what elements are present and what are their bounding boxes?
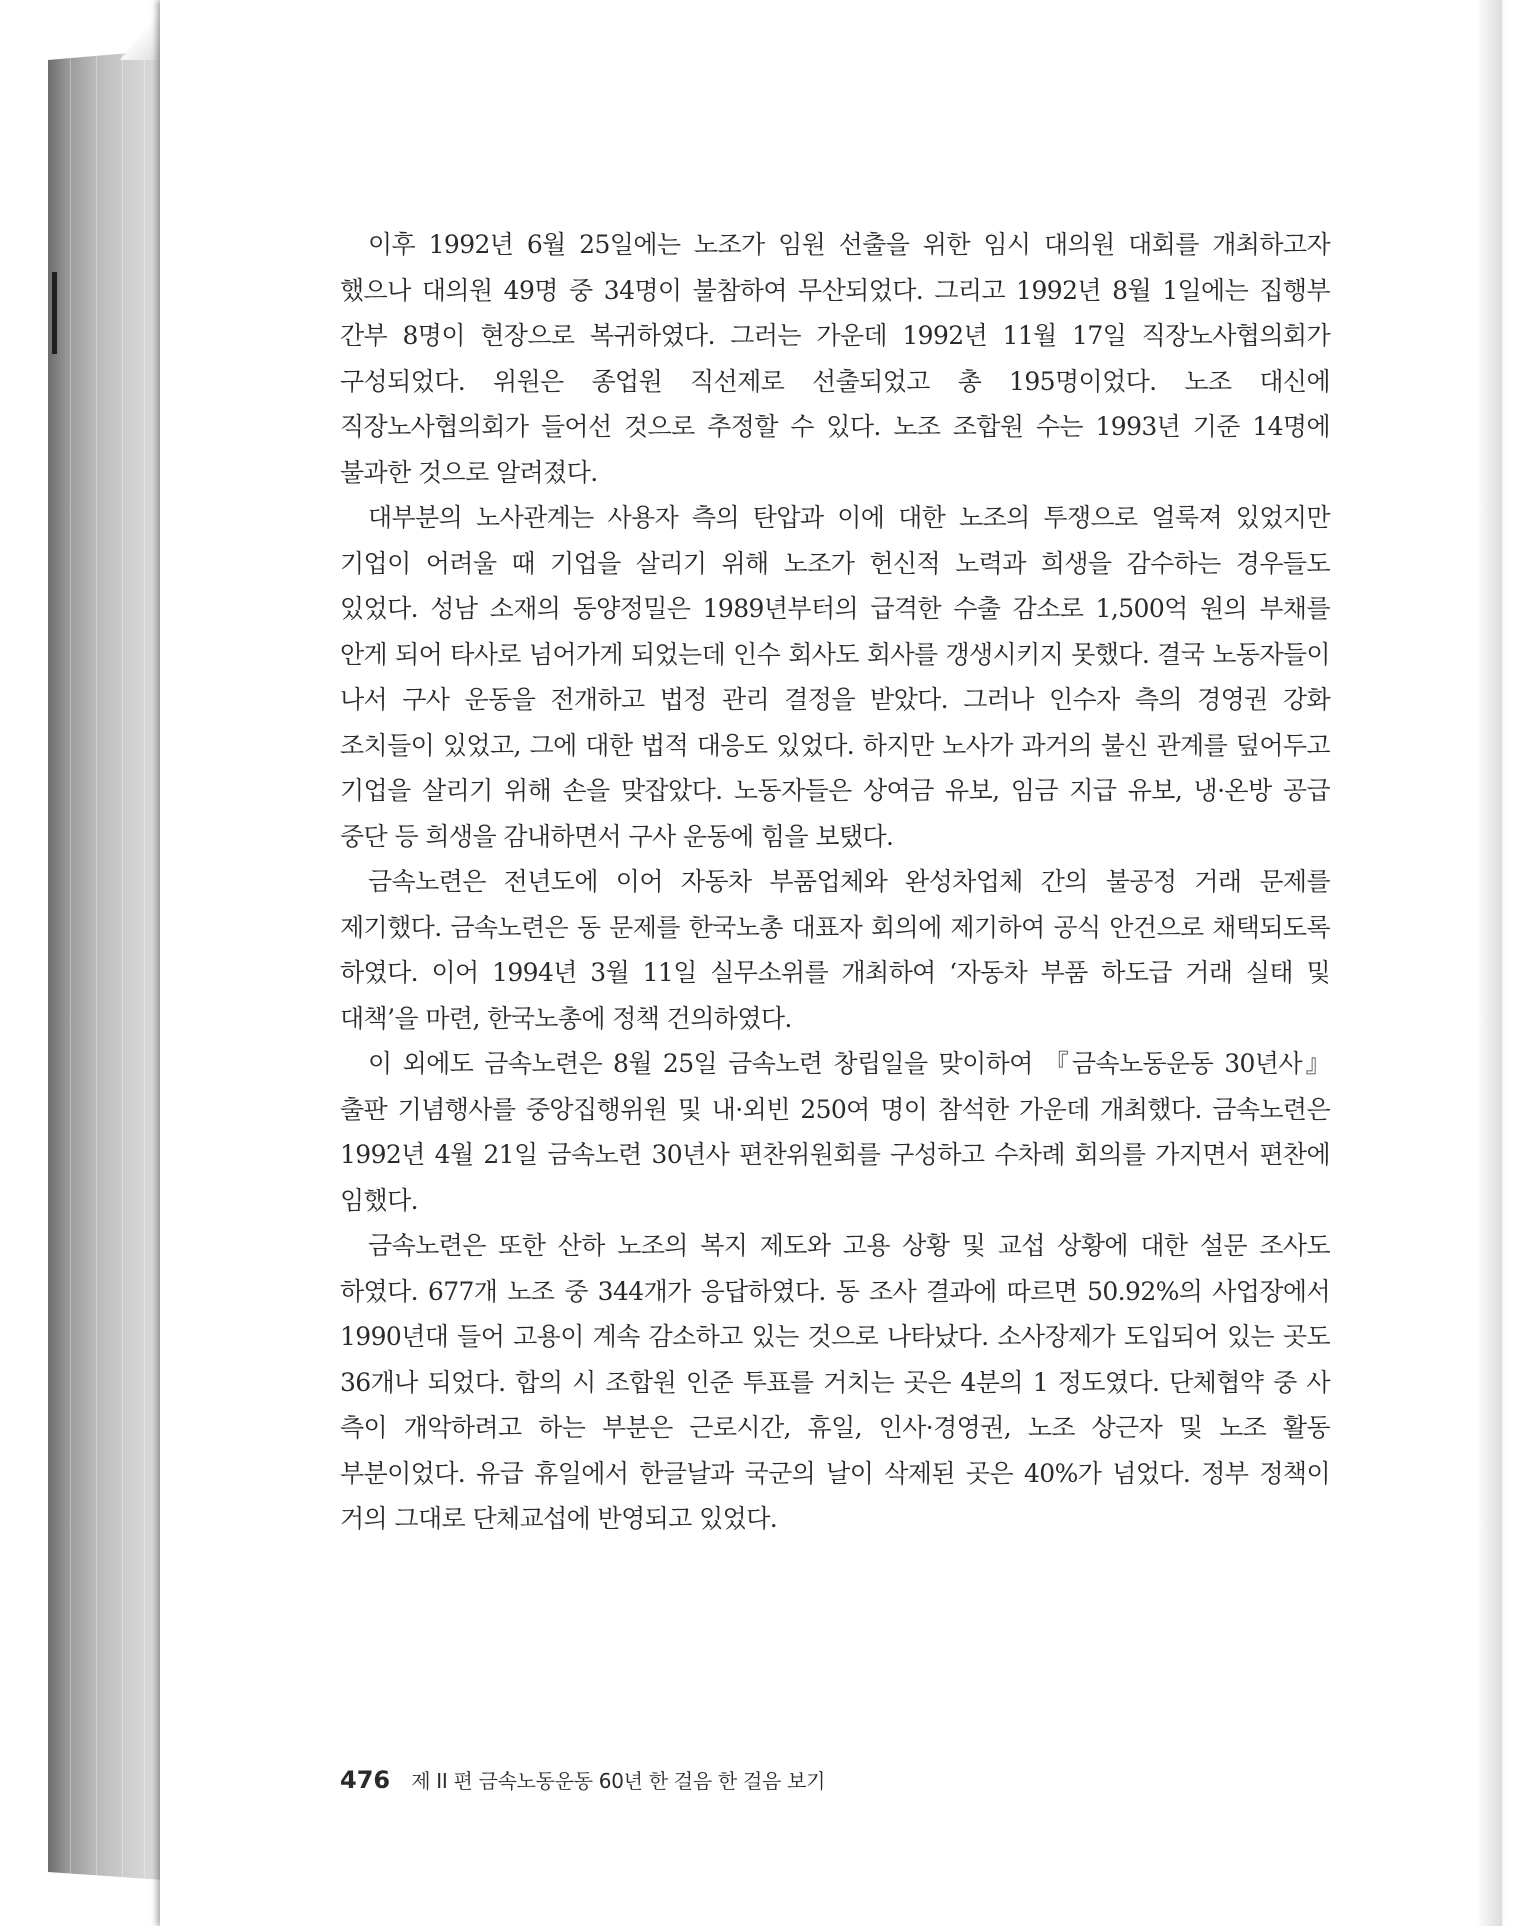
page-number: 476 <box>340 1766 391 1794</box>
paragraph-4: 이 외에도 금속노련은 8월 25일 금속노련 창립일을 맞이하여 『금속노동운동 30년사』 출판 기념행사를 중앙집행위원 및 내·외빈 250여 명이 참석한 가운데 개최했다. 금속노련은 1992년 4월 21일 금속노련 30년사 편찬위원회를 구성하고 수차례 회의를 가지면서 편찬에 임했다. <box>340 1049 1330 1215</box>
bookmark-tab <box>52 272 57 354</box>
paragraph-2: 대부분의 노사관계는 사용자 측의 탄압과 이에 대한 노조의 투쟁으로 얼룩져 있었지만 기업이 어려울 때 기업을 살리기 위해 노조가 헌신적 노력과 희생을 감수하는 경우들도 있었다. 성남 소재의 동양정밀은 1989년부터의 급격한 수출 감소로 1,500억 원의 부채를 안게 되어 타사로 넘어가게 되었는데 인수 회사도 회사를 갱생시키지 못했다. 결국 노동자들이 나서 구사 운동을 전개하고 법정 관리 결정을 받았다. 그러나 인수자 측의 경영권 강화 조치들이 있었고, 그에 대한 법적 대응도 있었다. 하지만 노사가 과거의 불신 관계를 덮어두고 기업을 살리기 위해 손을 맞잡았다. 노동자들은 상여금 유보, 임금 지급 유보, 냉·온방 공급 중단 등 희생을 감내하면서 구사 운동에 힘을 보탰다. <box>340 503 1330 851</box>
book-page-edge <box>48 50 164 1880</box>
paragraph-5: 금속노련은 또한 산하 노조의 복지 제도와 고용 상황 및 교섭 상황에 대한 설문 조사도 하였다. 677개 노조 중 344개가 응답하였다. 동 조사 결과에 따르면 50.92%의 사업장에서 1990년대 들어 고용이 계속 감소하고 있는 것으로 나타났다. 소사장제가 도입되어 있는 곳도 36개나 되었다. 합의 시 조합원 인준 투표를 거치는 곳은 4분의 1 정도였다. 단체협약 중 사 측이 개악하려고 하는 부분은 근로시간, 휴일, 인사·경영권, 노조 상근자 및 노조 활동 부분이었다. 유급 휴일에서 한글날과 국군의 날이 삭제된 곳은 40%가 넘었다. 정부 정책이 거의 그대로 단체교섭에 반영되고 있었다. <box>340 1231 1330 1533</box>
page-gutter-shadow <box>1476 0 1502 1926</box>
paragraph-3: 금속노련은 전년도에 이어 자동차 부품업체와 완성차업체 간의 불공정 거래 문제를 제기했다. 금속노련은 동 문제를 한국노총 대표자 회의에 제기하여 공식 안건으로 채택되도록 하였다. 이어 1994년 3월 11일 실무소위를 개최하여 ‘자동차 부품 하도급 거래 실태 및 대책’을 마련, 한국노총에 정책 건의하였다. <box>340 867 1330 1033</box>
paragraph-1: 이후 1992년 6월 25일에는 노조가 임원 선출을 위한 임시 대의원 대회를 개최하고자 했으나 대의원 49명 중 34명이 불참하여 무산되었다. 그리고 1992년 8월 1일에는 집행부 간부 8명이 현장으로 복귀하였다. 그러는 가운데 1992년 11월 17일 직장노사협의회가 구성되었다. 위원은 종업원 직선제로 선출되었고 총 195명이었다. 노조 대신에 직장노사협의회가 들어선 것으로 추정할 수 있다. 노조 조합원 수는 1993년 기준 14명에 불과한 것으로 알려졌다. <box>340 230 1330 487</box>
running-head: 제 II 편 금속노동운동 60년 한 걸음 한 걸음 보기 <box>411 1769 826 1793</box>
body-text <box>340 222 1330 1542</box>
page-footer <box>340 1765 825 1794</box>
